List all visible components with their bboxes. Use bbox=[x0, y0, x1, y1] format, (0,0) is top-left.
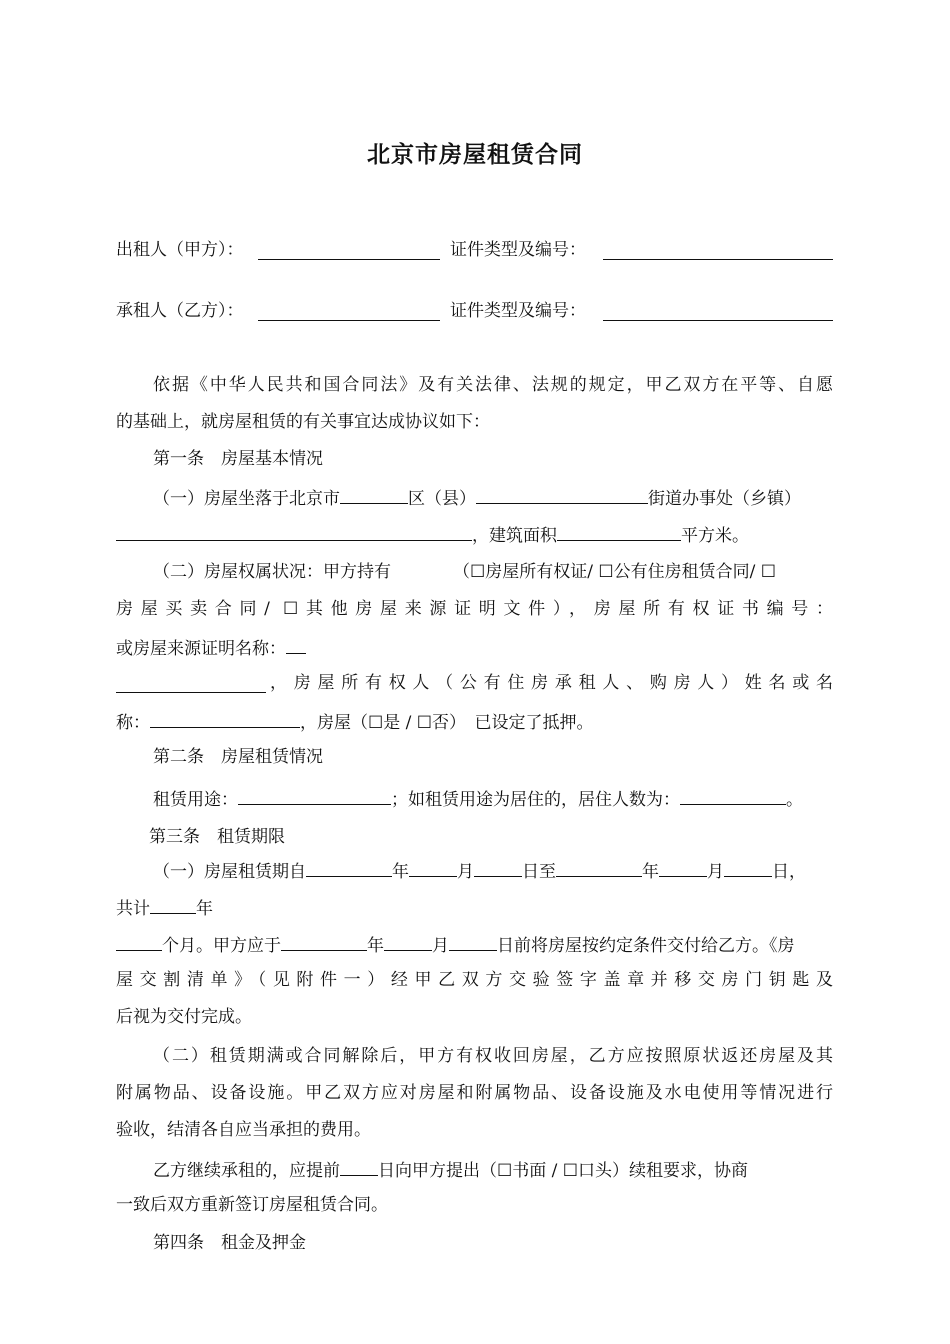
document-title: 北京市房屋租赁合同 bbox=[367, 142, 583, 168]
residents-field[interactable] bbox=[680, 786, 786, 805]
end-year-field[interactable] bbox=[556, 858, 642, 877]
intro-line-1: 依据《中华人民共和国合同法》及有关法律、法规的规定，甲乙双方在平等、自愿 bbox=[153, 375, 833, 395]
street-field[interactable] bbox=[476, 485, 648, 504]
art3-c2-line2: 附属物品、设备设施。甲乙双方应对房屋和附属物品、设备设施及水电使用等情况进行 bbox=[116, 1083, 833, 1103]
art2-text-a: 租赁用途： bbox=[153, 790, 238, 810]
party-b-id-field[interactable] bbox=[603, 320, 833, 321]
start-month-field[interactable] bbox=[409, 858, 457, 877]
start-year-field[interactable] bbox=[306, 858, 392, 877]
art3-c1-d1: 日至 bbox=[522, 862, 556, 882]
art3-renew-text-b: 日向甲方提出（☐书面 / ☐口头）续租要求，协商 bbox=[378, 1161, 749, 1181]
art3-c1-y2: 年 bbox=[642, 862, 659, 882]
art2-text-b: ；如租赁用途为居住的，居住人数为： bbox=[391, 790, 680, 810]
area-field[interactable] bbox=[557, 522, 681, 541]
certificate-number-field[interactable] bbox=[116, 692, 266, 693]
art3-c1-m1: 月 bbox=[457, 862, 474, 882]
art3-c2-line3: 验收，结清各自应当承担的费用。 bbox=[116, 1120, 371, 1140]
certificate-name-field[interactable] bbox=[286, 635, 306, 654]
art1-c2-line3-text: 或房屋来源证明名称： bbox=[116, 639, 286, 659]
art3-c1-line1 bbox=[153, 858, 806, 883]
delivery-day-field[interactable] bbox=[449, 932, 497, 951]
art1-c1-text-a: （一）房屋坐落于北京市 bbox=[153, 489, 340, 509]
art3-c1-line3 bbox=[116, 932, 795, 957]
article-4-heading: 第四条 租金及押金 bbox=[153, 1233, 306, 1253]
article-3-heading: 第三条 租赁期限 bbox=[149, 827, 285, 847]
art1-c1-text-d: ，建筑面积 bbox=[472, 526, 557, 546]
art1-c2-line1-a: （二）房屋权属状况：甲方持有 bbox=[153, 562, 391, 582]
district-field[interactable] bbox=[340, 485, 408, 504]
art3-renew-line2: 一致后双方重新签订房屋租赁合同。 bbox=[116, 1195, 388, 1215]
art1-c2-line4: ，房屋所有权人（公有住房承租人、购房人）姓名或名 bbox=[270, 673, 833, 693]
total-years-field[interactable] bbox=[150, 895, 196, 914]
renew-days-field[interactable] bbox=[340, 1157, 378, 1176]
use-field[interactable] bbox=[238, 786, 391, 805]
art1-clause1-line1 bbox=[153, 485, 801, 510]
art3-c1-line2 bbox=[116, 895, 213, 920]
party-a-id-field[interactable] bbox=[603, 259, 833, 260]
art2-text-c: 。 bbox=[786, 790, 803, 810]
total-months-field[interactable] bbox=[116, 932, 162, 951]
art1-c1-text-b: 区（县） bbox=[408, 489, 476, 509]
art1-c2-line5-text-a: 称： bbox=[116, 713, 150, 733]
party-a-id-label: 证件类型及编号： bbox=[450, 240, 586, 260]
party-b-name-field[interactable] bbox=[258, 320, 440, 321]
art3-total-label: 共计 bbox=[116, 899, 150, 919]
end-month-field[interactable] bbox=[659, 858, 707, 877]
intro-line-2: 的基础上，就房屋租赁的有关事宜达成协议如下： bbox=[116, 412, 490, 432]
art3-c2-line1: （二）租赁期满或合同解除后，甲方有权收回房屋，乙方应按照原状返还房屋及其 bbox=[153, 1046, 833, 1066]
art3-c1-y1: 年 bbox=[392, 862, 409, 882]
party-a-name-field[interactable] bbox=[258, 259, 440, 260]
art1-c2-line5 bbox=[116, 709, 594, 734]
art3-renew-text-a: 乙方继续承租的，应提前 bbox=[153, 1161, 340, 1181]
party-a-label: 出租人（甲方）： bbox=[116, 240, 244, 260]
art3-c1-line4: 屋交割清单》（见附件一）经甲乙双方交验签字盖章并移交房门钥匙及 bbox=[116, 970, 833, 990]
art1-clause1-line2 bbox=[116, 522, 749, 547]
art1-c2-line3 bbox=[116, 635, 306, 660]
art1-c1-text-c: 街道办事处（乡镇） bbox=[648, 489, 801, 509]
art3-c1-m2: 月 bbox=[707, 862, 724, 882]
party-b-id-label: 证件类型及编号： bbox=[450, 301, 586, 321]
delivery-year-field[interactable] bbox=[281, 932, 367, 951]
art1-c2-line5-text-b: ，房屋（☐是 / ☐否） 已设定了抵押。 bbox=[300, 713, 594, 733]
end-day-field[interactable] bbox=[724, 858, 772, 877]
owner-name-field[interactable] bbox=[150, 709, 300, 728]
art3-total-year: 年 bbox=[196, 899, 213, 919]
art3-c1-y3: 年 bbox=[367, 936, 384, 956]
art3-c1-line5: 后视为交付完成。 bbox=[116, 1007, 252, 1027]
art3-c1-text-a: （一）房屋租赁期自 bbox=[153, 862, 306, 882]
art3-c1-d3: 日前将房屋按约定条件交付给乙方。《房 bbox=[497, 936, 795, 956]
art2-line1 bbox=[153, 786, 803, 811]
art1-c2-line2: 房屋买卖合同/ ☐其他房屋来源证明文件），房屋所有权证书编号： bbox=[116, 599, 833, 619]
art1-c1-text-e: 平方米。 bbox=[681, 526, 749, 546]
article-1-heading: 第一条 房屋基本情况 bbox=[153, 449, 323, 469]
party-b-label: 承租人（乙方）： bbox=[116, 301, 244, 321]
art3-c1-m4: 月 bbox=[432, 936, 449, 956]
article-2-heading: 第二条 房屋租赁情况 bbox=[153, 747, 323, 767]
art1-c2-line1-b: （☐房屋所有权证/ ☐公有住房租赁合同/ ☐ bbox=[453, 562, 776, 582]
art3-c1-d2: 日， bbox=[772, 862, 806, 882]
art3-c1-m3: 个月。甲方应于 bbox=[162, 936, 281, 956]
address-field[interactable] bbox=[116, 522, 472, 541]
delivery-month-field[interactable] bbox=[384, 932, 432, 951]
art3-renew-line1 bbox=[153, 1157, 748, 1182]
start-day-field[interactable] bbox=[474, 858, 522, 877]
